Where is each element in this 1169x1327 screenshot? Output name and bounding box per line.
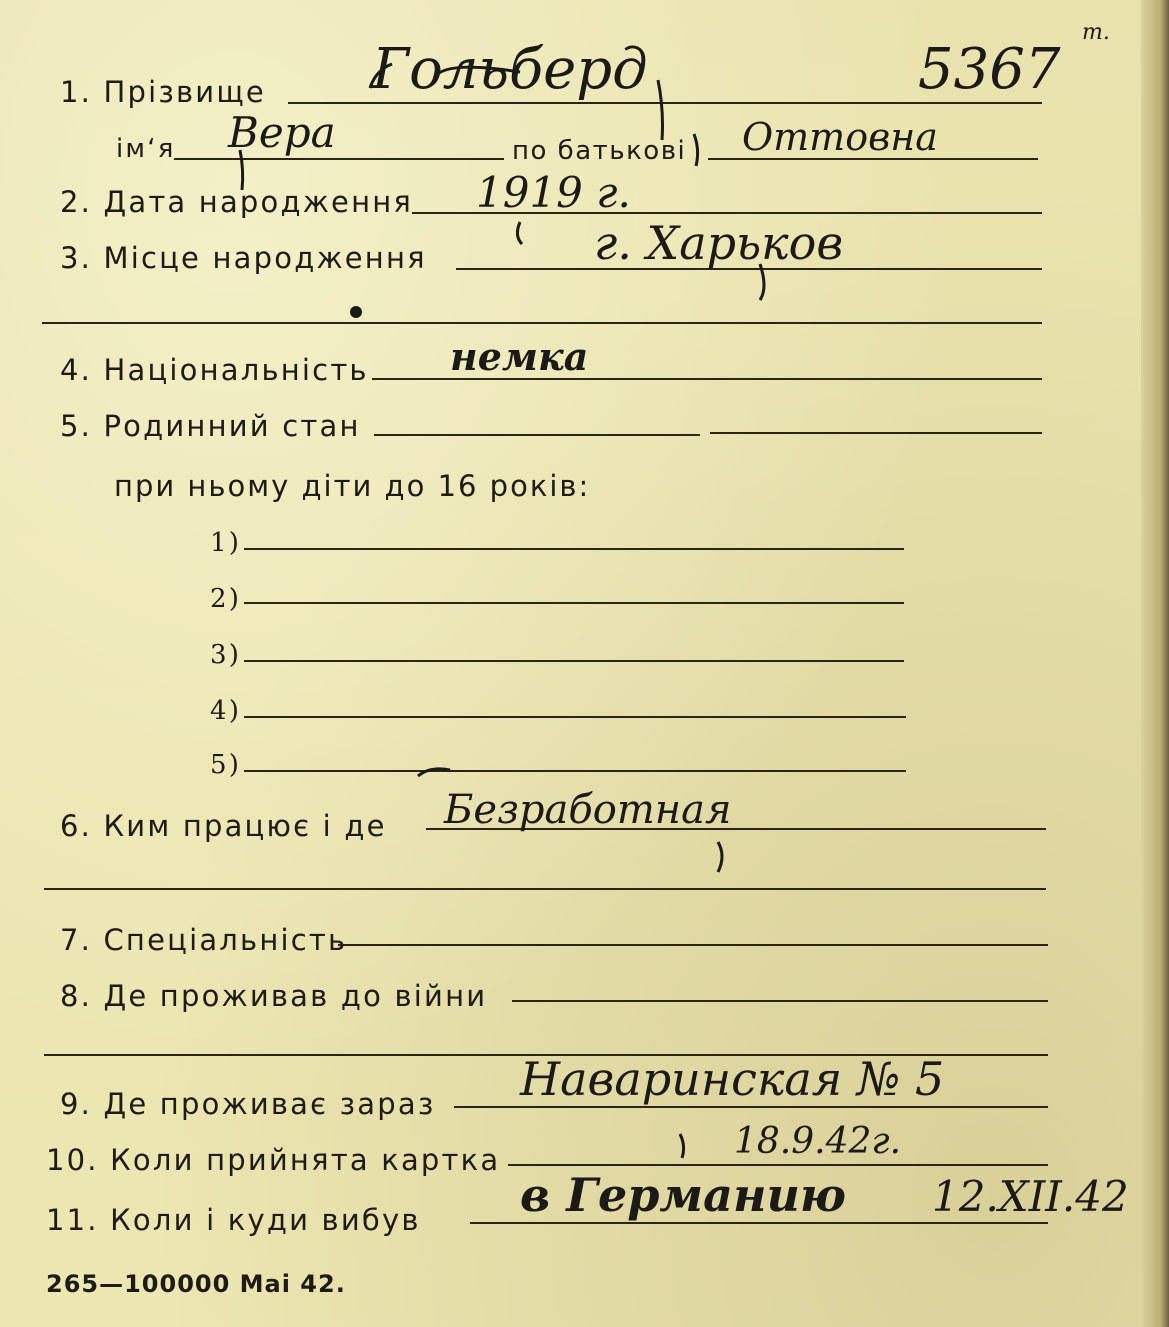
child-3-label: 3) <box>210 640 242 670</box>
nationality-label: 4. Національність <box>60 353 369 387</box>
child-4-label: 4) <box>210 696 242 726</box>
card-number: 5367 <box>918 37 1061 102</box>
card-accepted-label: 10. Коли прийнята картка <box>46 1143 501 1177</box>
current-residence-label: 9. Де проживає зараз <box>60 1087 436 1121</box>
departure-date: 12.XII.42 <box>932 1172 1129 1221</box>
employment-label: 6. Ким працює і де <box>60 809 387 843</box>
surname-label: 1. Прізвище <box>60 75 266 109</box>
patronymic-label: по батькові <box>512 136 687 166</box>
card-accepted-value: 18.9.42г. <box>734 1121 902 1162</box>
surname-value: Гольберд <box>372 37 648 102</box>
nationality-value: немка <box>450 334 589 379</box>
birth-place-label: 3. Місце народження <box>60 241 427 275</box>
departure-label: 11. Коли і куди вибув <box>46 1203 421 1237</box>
marital-status-label: 5. Родинний стан <box>60 409 361 443</box>
birth-date-value: 1919 г. <box>476 168 631 217</box>
birth-date-label: 2. Дата народження <box>60 185 414 219</box>
children-label: при ньому діти до 16 років: <box>114 469 591 503</box>
employment-value: Безработная <box>444 787 732 833</box>
print-run-footer: 265—100000 Mai 42. <box>46 1270 346 1298</box>
first-name-value: Вера <box>228 108 336 157</box>
current-residence-value: Наваринская № 5 <box>520 1052 945 1106</box>
departure-value: в Германию <box>520 1168 846 1222</box>
card-number-suffix: т. <box>1082 20 1110 45</box>
patronymic-value: Оттовна <box>742 115 938 159</box>
specialty-label: 7. Спеціальність <box>60 923 348 957</box>
child-2-label: 2) <box>210 584 242 614</box>
prewar-residence-label: 8. Де проживав до війни <box>60 979 488 1013</box>
child-1-label: 1) <box>210 528 242 558</box>
child-5-label: 5) <box>210 750 242 780</box>
first-name-label: ім‘я <box>116 134 176 164</box>
birth-place-value: г. Харьков <box>594 216 844 270</box>
